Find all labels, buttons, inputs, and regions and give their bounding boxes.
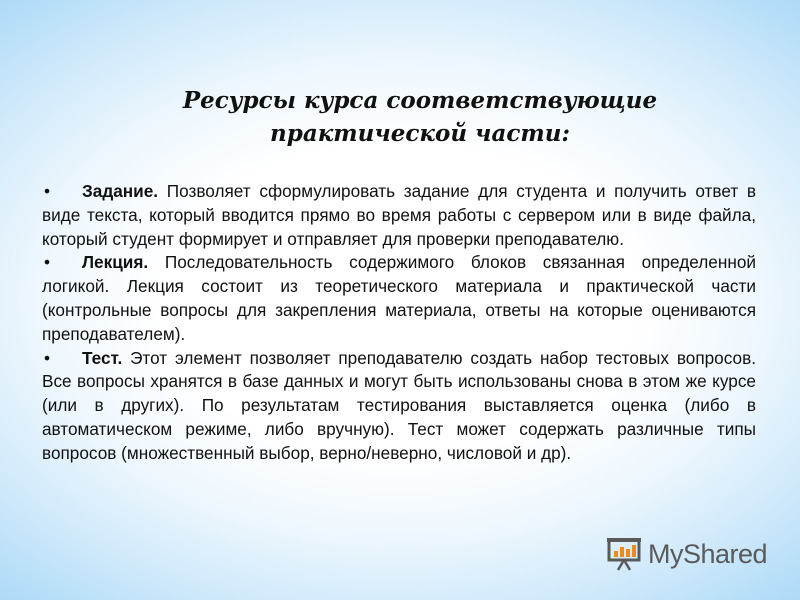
list-item-assignment bbox=[42, 180, 756, 251]
myshared-logo[interactable] bbox=[606, 536, 767, 572]
logo-text: MyShared bbox=[648, 538, 768, 569]
item-text: Этот элемент позволяет преподавателю создать набор тестовых вопросов. Все вопросы хранятся в базе данных и могут быть использованы снова в этом же курсе (или в других). По результатам тестирования выставляется оценка (либо в автоматическом режиме, либо вручную). Тест может содержать различные типы вопросов (множественный выбор, верно/неверно, числовой и др). bbox=[42, 347, 756, 463]
item-term: Тест. bbox=[82, 347, 123, 368]
item-text: Позволяет сформулировать задание для студента и получить ответ в виде текста, который вводится прямо во время работы с сервером или в виде файла, который студент формирует и отправляет для проверки преподавателю. bbox=[42, 181, 756, 249]
item-term: Задание. bbox=[82, 181, 159, 201]
item-term: Лекция. bbox=[82, 252, 149, 273]
bullet-icon: • bbox=[44, 252, 51, 273]
title-line-1: Ресурсы курса соответствующие bbox=[182, 87, 658, 114]
bullet-list bbox=[42, 180, 756, 466]
title-line-2: практической части: bbox=[270, 120, 570, 147]
bullet-icon: • bbox=[44, 347, 51, 368]
slide-title bbox=[100, 84, 740, 150]
bullet-icon: • bbox=[44, 181, 51, 201]
presentation-board-icon bbox=[606, 537, 644, 571]
list-item-test bbox=[42, 347, 756, 466]
list-item-lecture bbox=[42, 251, 756, 346]
item-text: Последовательность содержимого блоков связанная определенной логикой. Лекция состоит из теоретического материала и практической части (контрольные вопросы для закрепления материала, ответы на которые оцениваются преподавателем). bbox=[42, 252, 756, 344]
